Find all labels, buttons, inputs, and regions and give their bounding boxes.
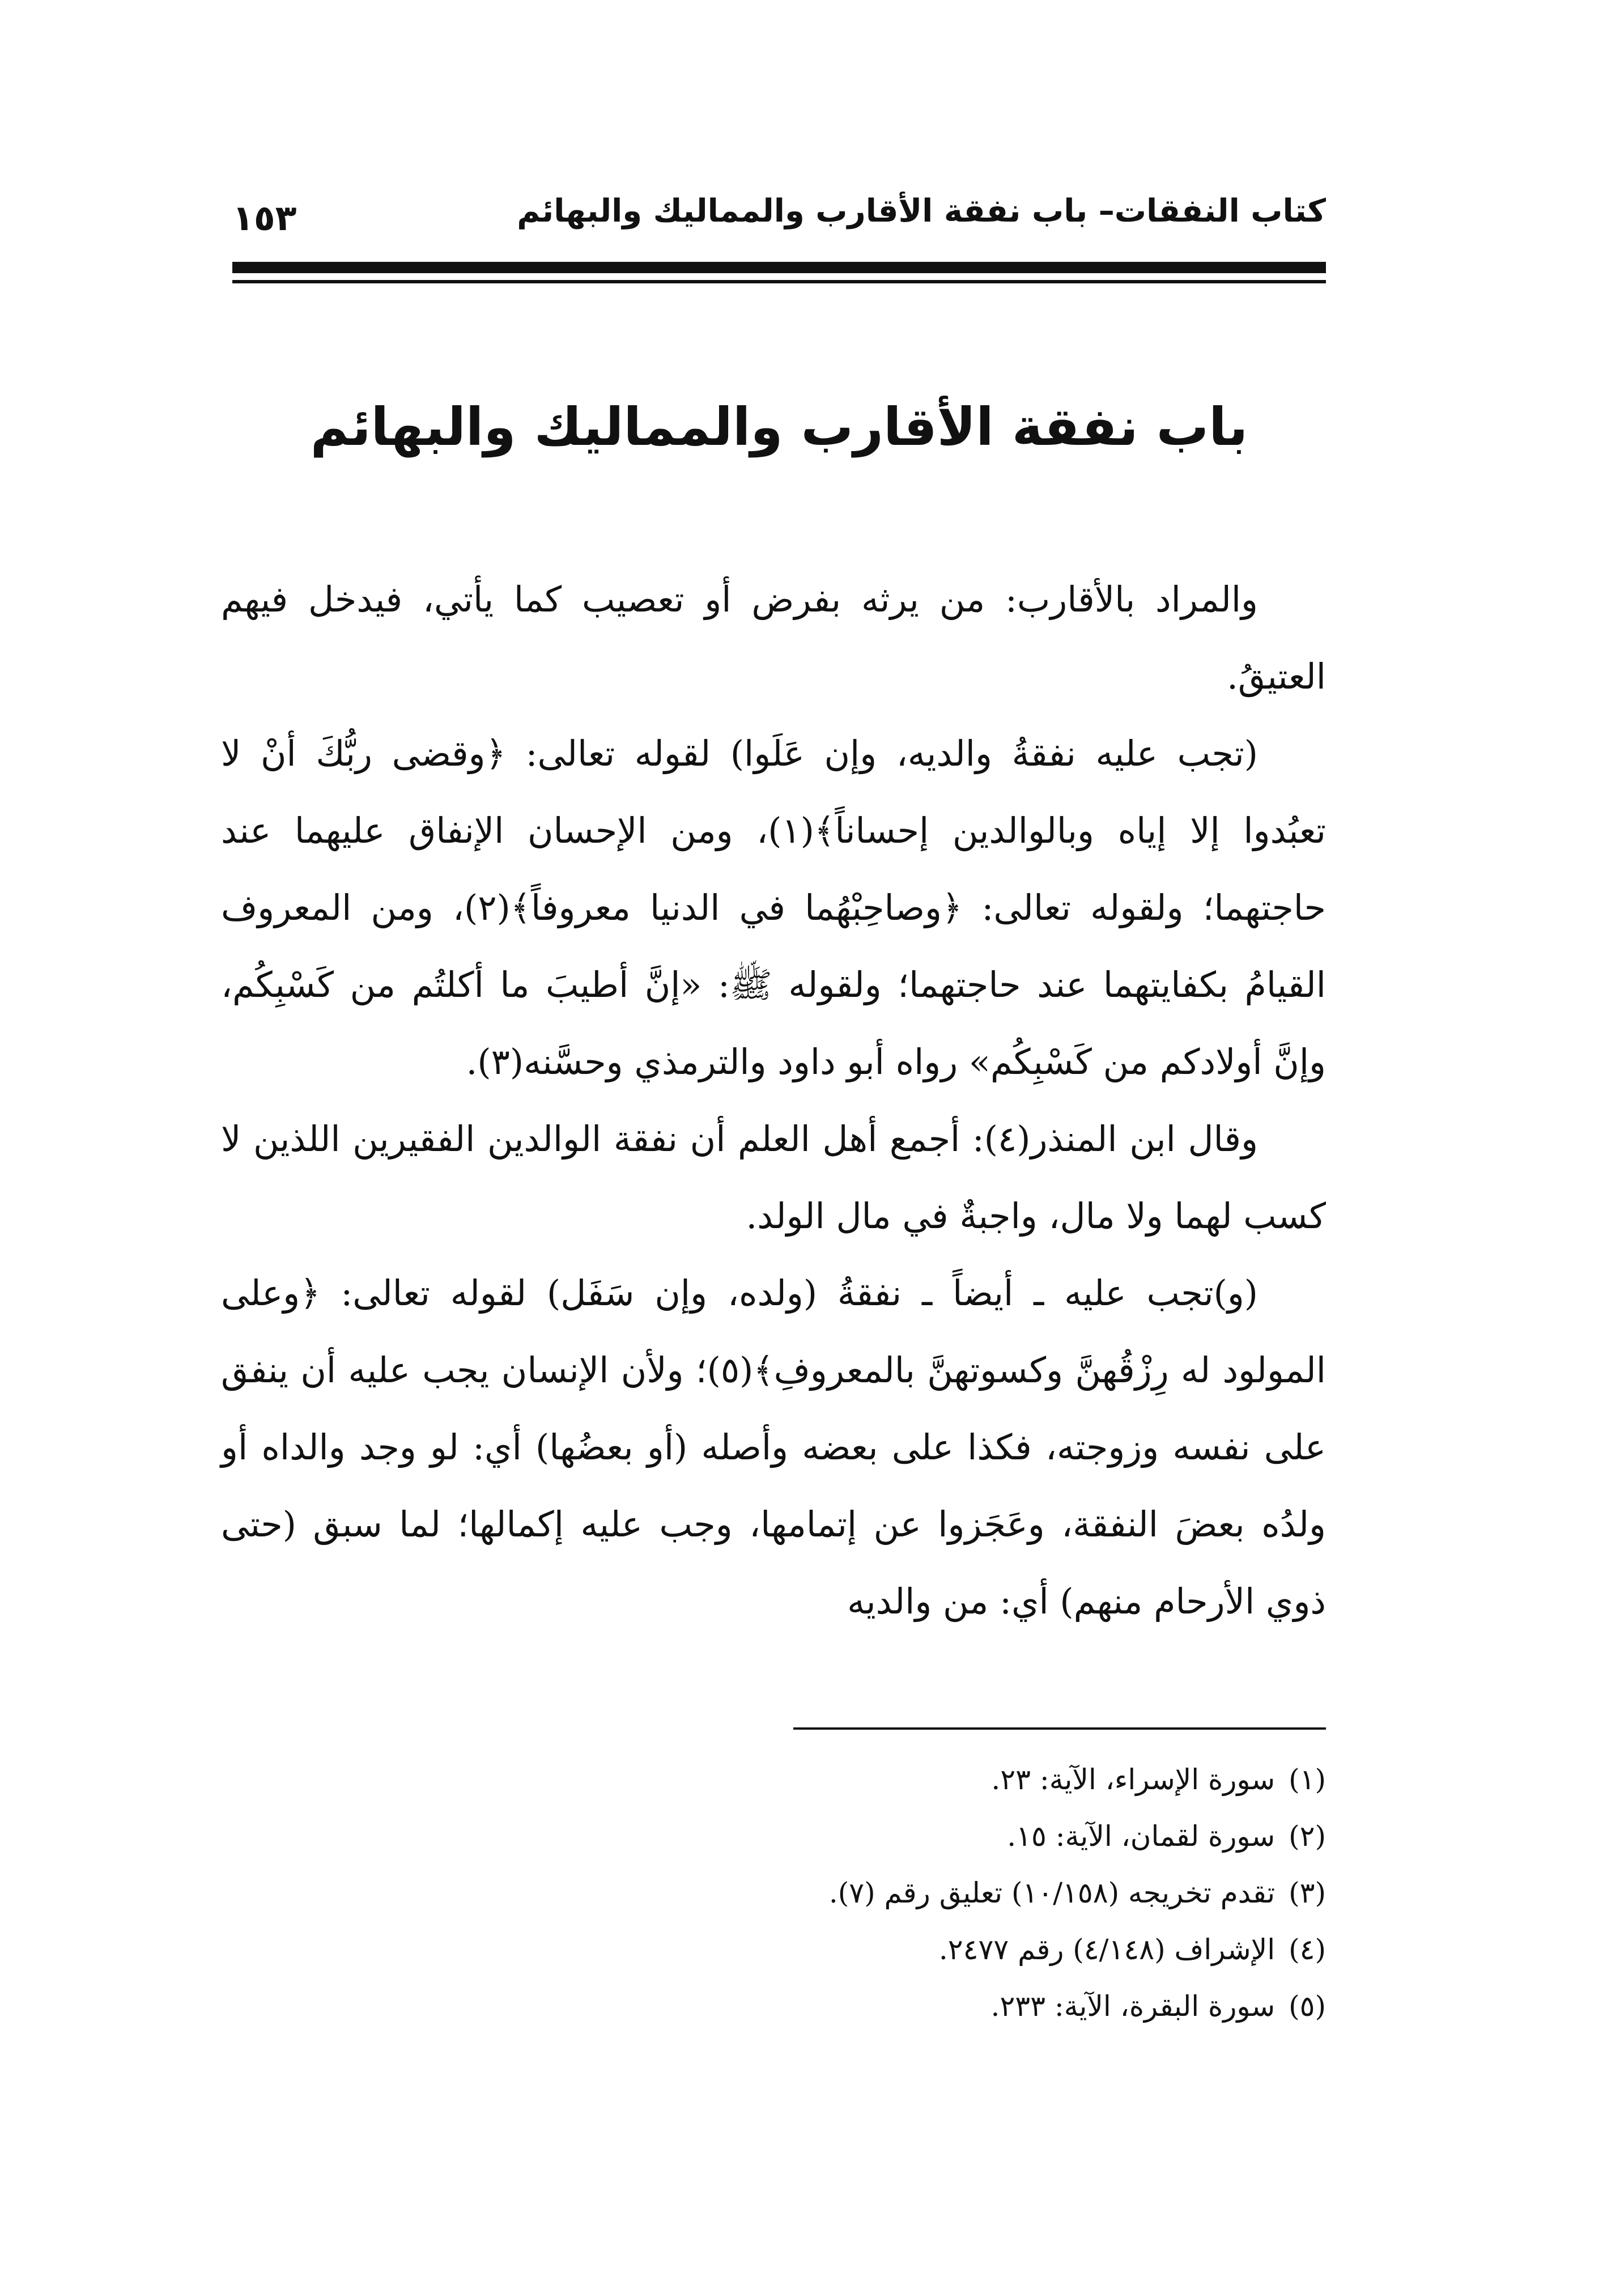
footnote: [232, 1808, 1326, 1865]
footnote-text: الإشراف (٤/١٤٨) رقم ٢٤٧٧.: [938, 1933, 1276, 1966]
footnote-text: سورة لقمان، الآية: ١٥.: [1007, 1820, 1276, 1853]
footnote-text: سورة الإسراء، الآية: ٢٣.: [991, 1763, 1276, 1796]
footnote-separator: [793, 1727, 1326, 1730]
paragraph: وقال ابن المنذر(٤): أجمع أهل العلم أن نفقة الوالدين الفقيرين اللذين لا كسب لهما ولا مال، واجبةٌ في مال الولد.: [221, 1118, 1326, 1237]
body-text: [221, 561, 1326, 1640]
footnote: [232, 1865, 1326, 1921]
footnote: [232, 1751, 1326, 1808]
paragraph: (تجب عليه نفقةُ والديه، وإن عَلَوا) لقوله تعالى: ﴿وقضى ربُّكَ أنْ لا تعبُدوا إلا إياه وبالوالدين إحساناً﴾(١)، ومن الإحسان الإنفاق عليهما عند حاجتهما؛ ولقوله تعالى: ﴿وصاحِبْهُما في الدنيا معروفاً﴾(٢)، ومن المعروف القيامُ بكفايتهما عند حاجتهما؛ ولقوله ﷺ: «إنَّ أطيبَ ما أكلتُم من كَسْبِكُم، وإنَّ أولادكم من كَسْبِكُم» رواه أبو داود والترمذي وحسَّنه(٣).: [221, 733, 1326, 1082]
paragraph: (و)تجب عليه ـ أيضاً ـ نفقةُ (ولده، وإن سَفَل) لقوله تعالى: ﴿وعلى المولود له رِزْقُهنَّ وكسوتهنَّ بالمعروفِ﴾(٥)؛ ولأن الإنسان يجب عليه أن ينفق على نفسه وزوجته، فكذا على بعضه وأصله (أو بعضُها) أي: لو وجد والداه أو ولدُه بعضَ النفقة، وعَجَزوا عن إتمامها، وجب عليه إكمالها؛ لما سبق (حتى ذوي الأرحام منهم) أي: من والديه: [221, 1272, 1327, 1622]
header-rule-thick: [232, 262, 1326, 273]
footnotes: [232, 1751, 1326, 2035]
running-title: كتاب النفقات– باب نفقة الأقارب والمماليك والبهائم: [517, 193, 1326, 230]
footnote-text: تقدم تخريجه (١٠/١٥٨) تعليق رقم (٧).: [828, 1876, 1276, 1909]
running-header: [232, 170, 1326, 266]
footnote: [232, 1978, 1326, 2035]
paragraph: والمراد بالأقارب: من يرثه بفرض أو تعصيب كما يأتي، فيدخل فيهم العتيقُ.: [221, 579, 1326, 697]
footnote: [232, 1921, 1326, 1978]
page-number: ١٥٣: [232, 197, 297, 239]
footnote-number: (١): [1289, 1763, 1326, 1796]
footnote-number: (٢): [1289, 1820, 1326, 1853]
footnote-text: سورة البقرة، الآية: ٢٣٣.: [990, 1990, 1276, 2023]
footnote-number: (٣): [1289, 1876, 1326, 1909]
footnote-number: (٥): [1289, 1990, 1326, 2023]
footnote-number: (٤): [1289, 1933, 1326, 1966]
chapter-title: باب نفقة الأقارب والمماليك والبهائم: [310, 397, 1248, 457]
header-rule-thin: [232, 280, 1326, 283]
